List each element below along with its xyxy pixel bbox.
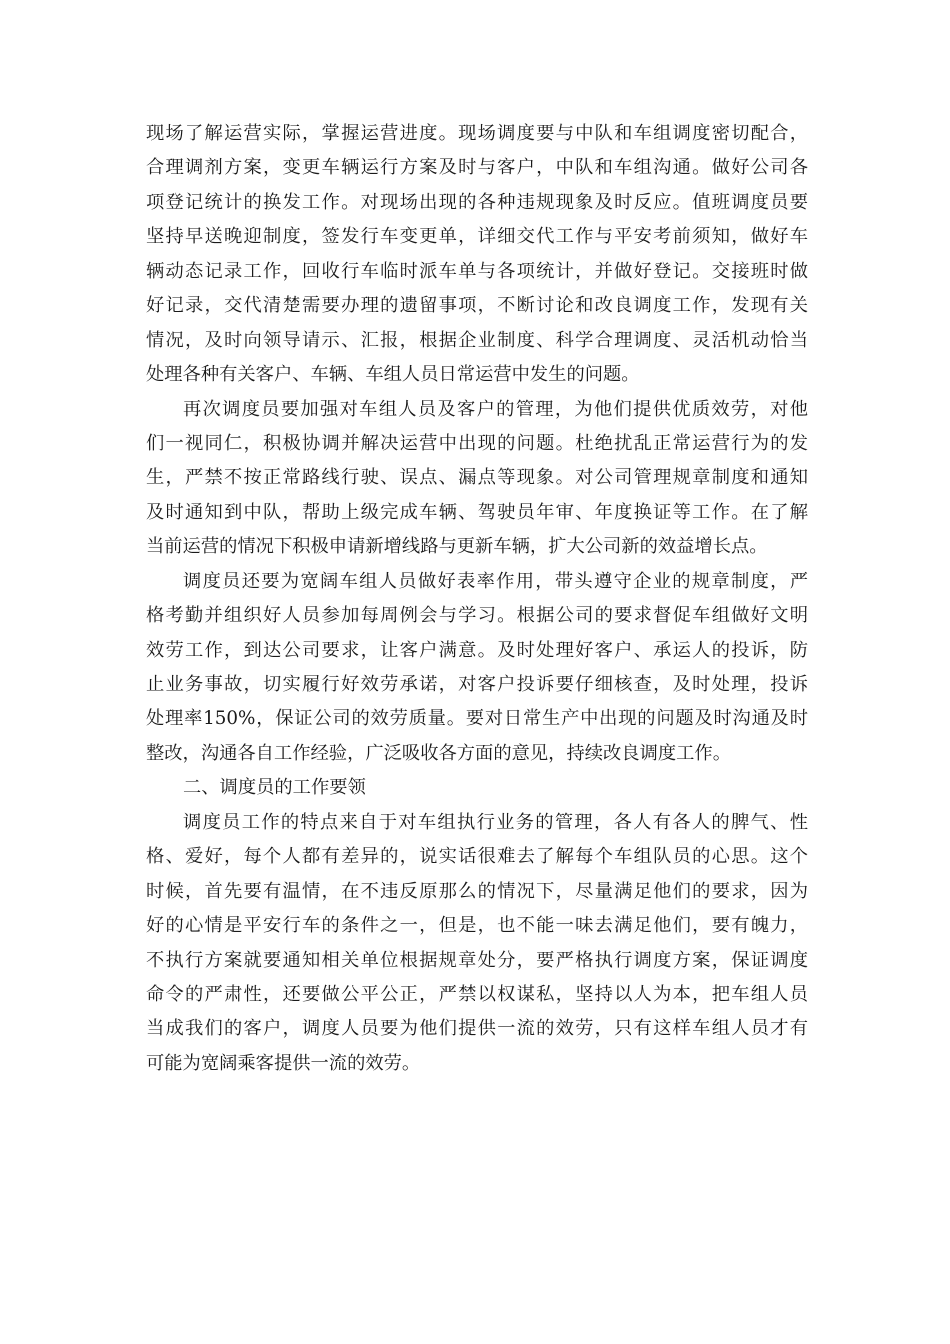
document-body [146,117,808,1081]
text-line: 调度员还要为宽阔车组人员做好表率作用，带头遵守企业的规章制度，严 [183,570,808,592]
text-line: 调度员工作的特点来自于对车组执行业务的管理，各人有各人的脾气、性 [183,811,808,833]
paragraph [146,393,808,565]
text-line: 二、调度员的工作要领 [183,777,366,799]
text-line: 好记录，交代清楚需要办理的遗留事项，不断讨论和改良调度工作，发现有关 [146,295,808,317]
text-line: 再次调度员要加强对车组人员及客户的管理，为他们提供优质效劳，对他 [183,398,808,420]
text-line: 好的心情是平安行车的条件之一，但是，也不能一味去满足他们，要有魄力， [146,915,808,937]
text-line: 止业务事故，切实履行好效劳承诺，对客户投诉要仔细核查，及时处理，投诉 [146,674,808,695]
text-line: 不执行方案就要通知相关单位根据规章处分，要严格执行调度方案，保证调度 [146,949,808,971]
text-line: 命令的严肃性，还要做公平公正，严禁以权谋私，坚持以人为本，把车组人员 [146,983,808,1005]
section-heading [146,771,808,805]
text-line: 项登记统计的换发工作。对现场出现的各种违规现象及时反应。值班调度员要 [146,191,808,213]
text-line: 辆动态记录工作，回收行车临时派车单与各项统计，并做好登记。交接班时做 [146,260,808,282]
text-line: 情况，及时向领导请示、汇报，根据企业制度、科学合理调度、灵活机动恰当 [146,329,808,351]
text-line: 整改，沟通各自工作经验，广泛吸收各方面的意见，持续改良调度工作。 [146,742,731,764]
text-line: 处理各种有关客户、车辆、车组人员日常运营中发生的问题。 [146,364,640,386]
text-line: 效劳工作，到达公司要求，让客户满意。及时处理好客户、承运人的投诉，防 [146,639,808,661]
text-line: 格、爱好，每个人都有差异的，说实话很难去了解每个车组队员的心思。这个 [146,846,808,868]
text-line: 格考勤并组织好人员参加每周例会与学习。根据公司的要求督促车组做好文明 [146,605,808,627]
paragraph [146,117,808,393]
text-line: 们一视同仁，积极协调并解决运营中出现的问题。杜绝扰乱正常运营行为的发 [146,432,808,454]
text-line: 坚持早送晚迎制度，签发行车变更单，详细交代工作与平安考前须知，做好车 [146,226,808,248]
text-line: 当前运营的情况下积极申请新增线路与更新车辆，扩大公司新的效益增长点。 [146,536,768,558]
paragraph [146,565,808,772]
text-line: 生，严禁不按正常路线行驶、误点、漏点等现象。对公司管理规章制度和通知 [146,467,808,489]
text-line: 及时通知到中队，帮助上级完成车辆、驾驶员年审、年度换证等工作。在了解 [146,501,808,523]
paragraph [146,806,808,1082]
text-line: 处理率150%，保证公司的效劳质量。要对日常生产中出现的问题及时沟通及时 [146,708,808,730]
text-line: 合理调剂方案，变更车辆运行方案及时与客户，中队和车组沟通。做好公司各 [146,157,808,179]
text-line: 现场了解运营实际，掌握运营进度。现场调度要与中队和车组调度密切配合， [146,123,808,144]
text-line: 当成我们的客户，调度人员要为他们提供一流的效劳，只有这样车组人员才有 [146,1018,808,1040]
text-line: 时候，首先要有温情，在不违反原那么的情况下，尽量满足他们的要求，因为 [146,880,808,902]
text-line: 可能为宽阔乘客提供一流的效劳。 [146,1052,421,1074]
